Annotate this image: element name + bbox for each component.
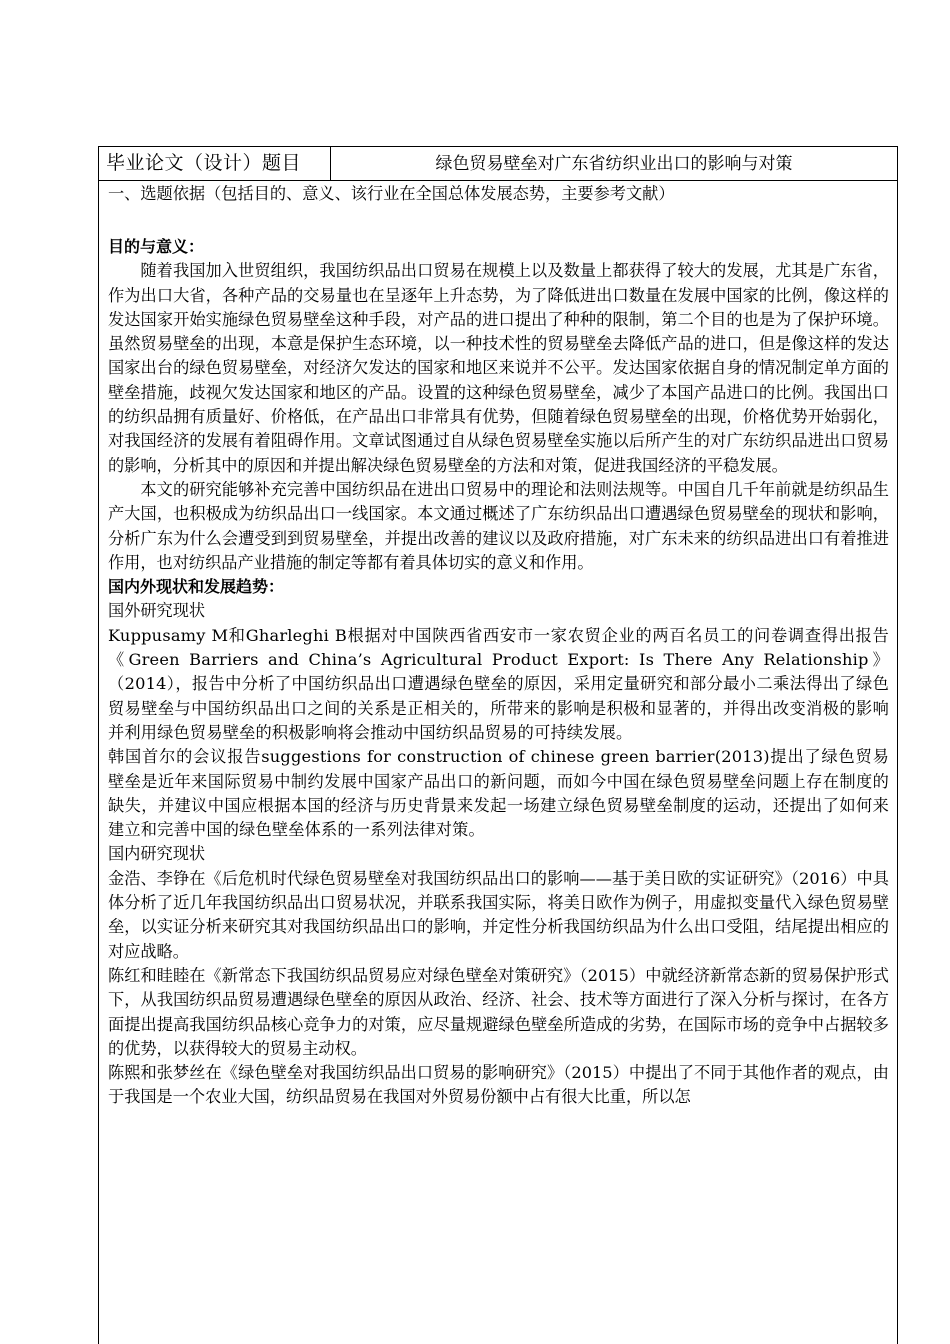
status-heading: 国内外现状和发展趋势： bbox=[108, 577, 285, 597]
section-heading: 一、选题依据（包括目的、意义、该行业在全国总体发展态势，主要参考文献） bbox=[108, 184, 675, 203]
domestic-research-paragraph-1: 金浩、李铮在《后危机时代绿色贸易壁垒对我国纺织品出口的影响——基于美日欧的实证研究》（2016）中具体分析了近几年我国纺织品出口贸易状况，并联系我国实际，将美日欧作为例子，用虚拟变量代入绿色贸易壁垒，以实证分析来研究其对我国纺织品出口的影响，并定性分析我国纺织品为什么出口受阻，结尾提出相应的对应战略。 bbox=[108, 868, 889, 961]
title-row bbox=[99, 147, 897, 181]
domestic-research-paragraph-2: 陈红和眭睦在《新常态下我国纺织品贸易应对绿色壁垒对策研究》（2015）中就经济新常态新的贸易保护形式下，从我国纺织品贸易遭遇绿色壁垒的原因从政治、经济、社会、技术等方面进行了深入分析与探讨，在各方面提出提高我国纺织品核心竞争力的对策，应尽量规避绿色壁垒所造成的劣势，在国际市场的竞争中占据较多的优势，以获得较大的贸易主动权。 bbox=[108, 965, 889, 1058]
domestic-research-paragraph-3: 陈熙和张梦丝在《绿色壁垒对我国纺织品出口贸易的影响研究》（2015）中提出了不同于其他作者的观点，由于我国是一个农业大国，纺织品贸易在我国对外贸易份额中占有很大比重，所以怎 bbox=[108, 1063, 889, 1107]
thesis-title-cell: 绿色贸易壁垒对广东省纺织业出口的影响与对策 bbox=[435, 154, 793, 174]
topic-basis-cell bbox=[99, 181, 897, 1344]
purpose-heading: 目的与意义： bbox=[108, 237, 205, 256]
purpose-paragraph-1: 随着我国加入世贸组织，我国纺织品出口贸易在规模上以及数量上都获得了较大的发展，尤其是广东省，作为出口大省，各种产品的交易量也在呈逐年上升态势，为了降低进出口数量在发展中国家的比例，像这样的发达国家开始实施绿色贸易壁垒这种手段，对产品的进口提出了种种的限制，第二个目的也是为了保护环境。虽然贸易壁垒的出现，本意是保护生态环境，以一种技术性的贸易壁垒去降低产品的进口，但是像这样的发达国家出台的绿色贸易壁垒，对经济欠发达的国家和地区来说并不公平。发达国家依据自身的情况制定单方面的壁垒措施，歧视欠发达国家和地区的产品。设置的这种绿色贸易壁垒，减少了本国产品进口的比例。我国出口的纺织品拥有质量好、价格低，在产品出口非常具有优势，但随着绿色贸易壁垒的出现，价格优势开始弱化，对我国经济的发展有着阻碍作用。文章试图通过自从绿色贸易壁垒实施以后所产生的对广东纺织品进出口贸易的影响，分析其中的原因和并提出解决绿色贸易壁垒的方法和对策，促进我国经济的平稳发展。 bbox=[108, 261, 889, 475]
foreign-research-paragraph-1: Kuppusamy M和Gharleghi B根据对中国陕西省西安市一家农贸企业的两百名员工的问卷调查得出报告《Green Barriers and China’s Agricultural Product Export: Is There Any Relationship》（2014），报告中分析了中国纺织品出口遭遇绿色壁垒的原因，采用定量研究和部分最小二乘法得出了绿色贸易壁垒与中国纺织品出口之间的关系是正相关的，所带来的影响是积极和显著的，并得出改变消极的影响并利用绿色贸易壁垒的积极影响将会推动中国纺织品贸易的可持续发展。 bbox=[108, 625, 889, 742]
foreign-research-heading: 国外研究现状 bbox=[108, 601, 206, 621]
foreign-research-paragraph-2: 韩国首尔的会议报告suggestions for construction of chinese green barrier(2013)提出了绿色贸易壁垒是近年来国际贸易中制约发展中国家产品出口的新问题，而如今中国在绿色贸易壁垒问题上存在制度的缺失，并建议中国应根据本国的经济与历史背景来发起一场建立绿色贸易壁垒制度的运动，还提出了如何来建立和完善中国的绿色壁垒体系的一系列法律对策。 bbox=[108, 747, 889, 840]
title-label-cell: 毕业论文（设计）题目 bbox=[99, 147, 331, 180]
purpose-paragraph-2: 本文的研究能够补充完善中国纺织品在进出口贸易中的理论和法则法规等。中国自几千年前就是纺织品生产大国，也积极成为纺织品出口一线国家。本文通过概述了广东纺织品出口遭遇绿色贸易壁垒的现状和影响，分析广东为什么会遭受到到贸易壁垒，并提出改善的建议以及政府措施，对广东未来的纺织品进出口有着推进作用，也对纺织品产业措施的制定等都有着具体切实的意义和作用。 bbox=[108, 479, 889, 572]
domestic-research-heading: 国内研究现状 bbox=[108, 844, 206, 864]
proposal-form-table bbox=[98, 146, 898, 1344]
